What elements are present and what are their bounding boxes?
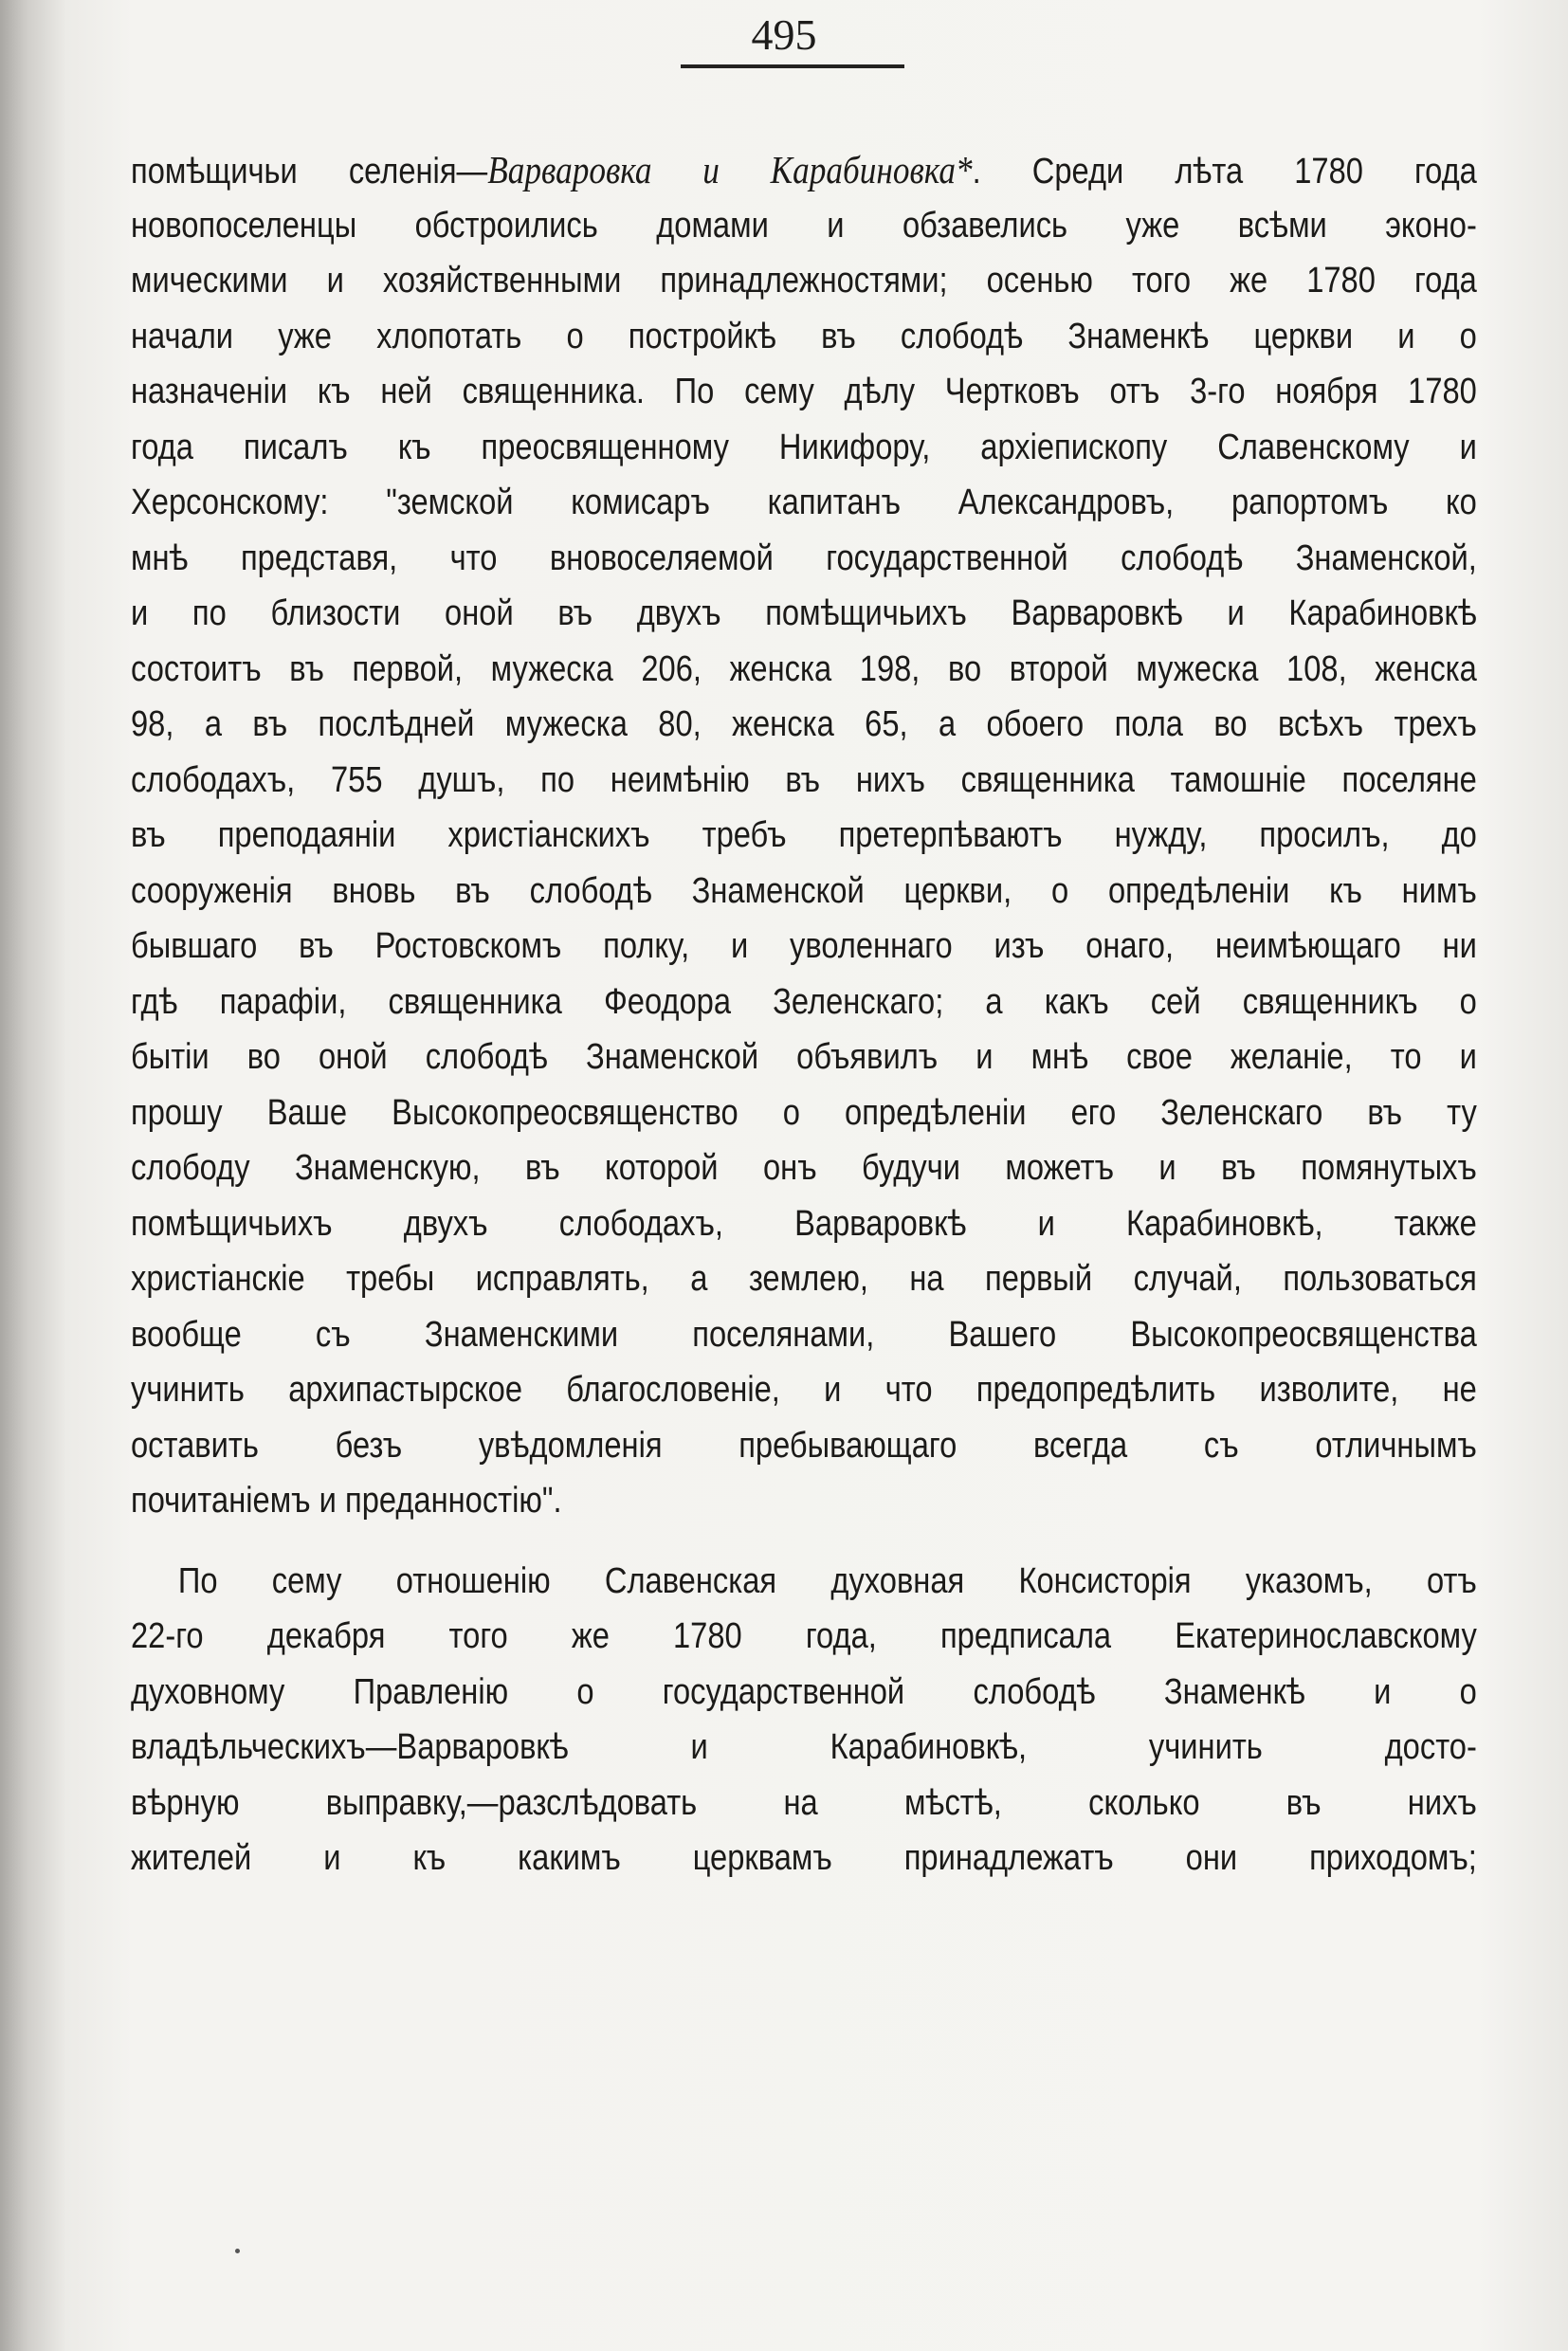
text-line: гдѣ парафіи, священника Феодора Зеленскаго; а какъ сей священникъ о (131, 981, 1477, 1022)
text-line: назначеніи къ ней священника. По сему дѣлу Чертковъ отъ 3-го ноября 1780 (131, 372, 1477, 411)
text-line: жителей и къ какимъ церквамъ принадлежатъ они приходомъ; (131, 1838, 1477, 1878)
text-line: новопоселенцы обстроились домами и обзавелись уже всѣми эконо- (131, 205, 1477, 246)
text-line: сооруженія вновь въ слободѣ Знаменской церкви, о опредѣленіи къ нимъ (131, 870, 1477, 911)
text-line: мнѣ представя, что вновоселяемой государственной слободѣ Знаменской, (131, 538, 1477, 578)
text-line: духовному Правленію о государственной слободѣ Знаменкѣ и о (131, 1671, 1477, 1712)
text-line: 98, а въ послѣдней мужеска 80, женска 65, а обоего пола во всѣхъ трехъ (131, 704, 1477, 744)
text-line: бывшаго въ Ростовскомъ полку, и уволеннаго изъ онаго, неимѣющаго ни (131, 926, 1477, 966)
text-line: и по близости оной въ двухъ помѣщичьихъ Варваровкѣ и Карабиновкѣ (131, 593, 1477, 633)
text-line: слободахъ, 755 душъ, по неимѣнію въ нихъ священника тамошніе поселяне (131, 759, 1477, 800)
ink-speck (235, 2249, 240, 2253)
text-line: вообще съ Знаменскими поселянами, Вашего Высокопреосвященства (131, 1314, 1477, 1355)
text-line: помѣщичьихъ двухъ слободахъ, Варваровкѣ и Карабиновкѣ, также (131, 1203, 1477, 1244)
text-line: года писалъ къ преосвященному Никифору, архіепископу Славенскому и (131, 427, 1477, 467)
text-line: 22-го декабря того же 1780 года, предписала Екатеринославскому (131, 1616, 1477, 1656)
text-line: владѣльческихъ—Варваровкѣ и Карабиновкѣ, учинить досто- (131, 1727, 1477, 1767)
text-line: бытіи во оной слободѣ Знаменской объявилъ и мнѣ свое желаніе, то и (131, 1037, 1477, 1077)
text-line: помѣщичьи селенія—Варваровка и Карабиновка*. Среди лѣта 1780 года (131, 148, 1477, 191)
text-line: почитаніемъ и преданностію". (131, 1481, 562, 1521)
text-line: мическими и хозяйственными принадлежностями; осенью того же 1780 года (131, 261, 1477, 301)
text-line: христіанскіе требы исправлять, а землею, на первый случай, пользоваться (131, 1259, 1477, 1299)
text-line: начали уже хлопотать о постройкѣ въ слободѣ Знаменкѣ церкви и о (131, 316, 1477, 356)
text-line: состоитъ въ первой, мужеска 206, женска 198, во второй мужеска 108, женска (131, 648, 1477, 689)
italic-place-names: Варваровка и Карабиновка* (487, 148, 973, 191)
text-line: учинить архипастырское благословеніе, и что предопредѣлить изволите, не (131, 1370, 1477, 1410)
text-line: Херсонскому: "земской комисаръ капитанъ Александровъ, рапортомъ ко (131, 483, 1477, 522)
page-number: 495 (751, 10, 817, 59)
text-line: оставить безъ увѣдомленія пребывающаго всегда съ отличнымъ (131, 1425, 1477, 1466)
text-line: въ преподаяніи христіанскихъ требъ претерпѣваютъ нужду, просилъ, до (131, 815, 1477, 855)
text-line: прошу Ваше Высокопреосвященство о опредѣленіи его Зеленскаго въ ту (131, 1092, 1477, 1133)
body-text (131, 142, 1477, 1886)
text-line: вѣрную выправку,—разслѣдовать на мѣстѣ, сколько въ нихъ (131, 1782, 1477, 1823)
text-line: слободу Знаменскую, въ которой онъ будучи можетъ и въ помянутыхъ (131, 1148, 1477, 1188)
text-line: По сему отношенію Славенская духовная Консисторія указомъ, отъ (177, 1560, 1477, 1601)
header-rule (681, 64, 904, 68)
